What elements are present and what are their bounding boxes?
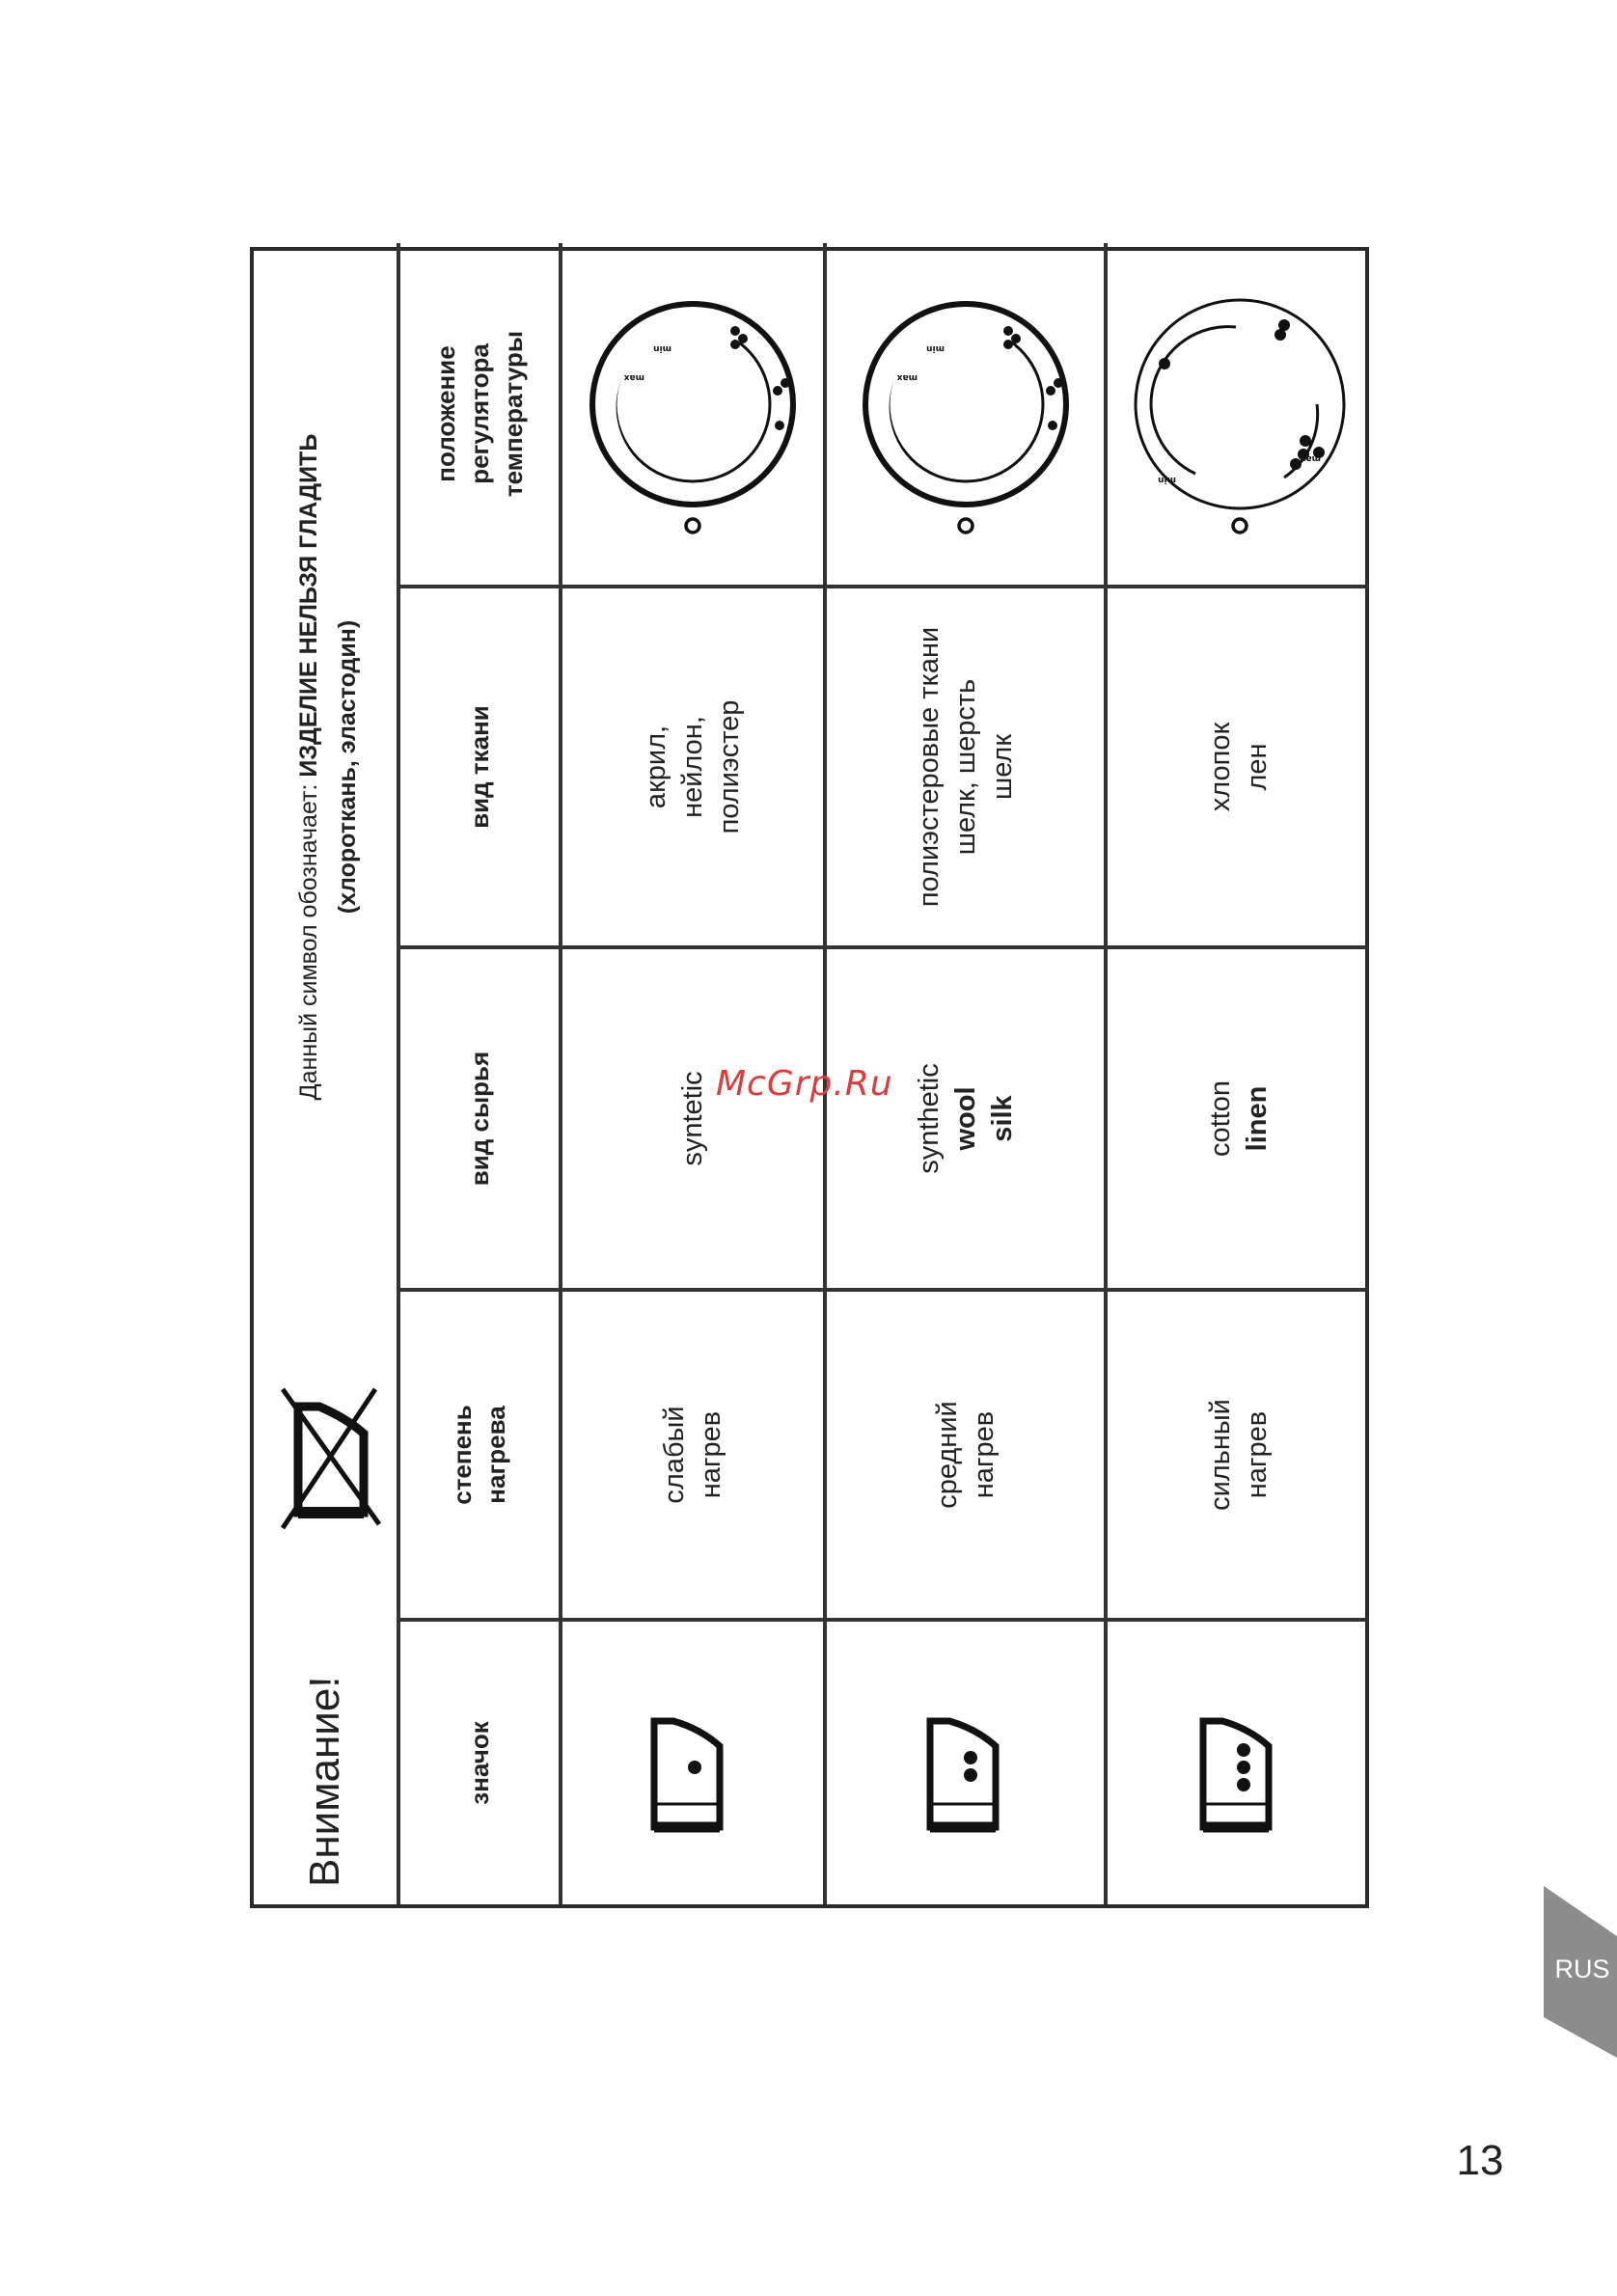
row2-fabric	[827, 588, 1104, 945]
no-ironing-icon	[271, 1380, 387, 1534]
dial-label: min	[926, 343, 945, 353]
temperature-dial-icon	[567, 279, 818, 549]
header-fabric: вид ткани	[464, 705, 494, 829]
row1-material-line: syntetic	[677, 1071, 708, 1166]
notice-text	[261, 247, 395, 1287]
row3-fabric-line: лен	[1241, 743, 1273, 791]
row1-heat: слабый нагрев	[659, 1406, 726, 1504]
temperature-dial-icon	[840, 279, 1091, 549]
iron-two-dots-icon	[922, 1700, 1003, 1835]
row3-material-line: cotton	[1204, 1080, 1236, 1157]
row2-heat: средний нагрев	[931, 1401, 1000, 1509]
notice-line-1	[289, 434, 328, 1101]
dial-label: max	[896, 372, 918, 382]
row3-heat: сильный нагрев	[1204, 1399, 1273, 1511]
language-label: RUS	[1554, 1954, 1610, 1983]
row2-material-line: silk	[986, 1095, 1018, 1142]
header-material: вид сырья	[464, 1051, 494, 1187]
dial-label: min	[1158, 475, 1176, 484]
header-regulator: положение регулятора температуры	[430, 330, 528, 498]
row1-fabric	[562, 588, 823, 945]
dial-label: max	[1300, 453, 1321, 463]
page-number: 13	[1456, 2137, 1504, 2184]
row1-fabric-line: акрил,	[641, 724, 671, 809]
temperature-dial-icon	[1114, 279, 1365, 549]
iron-one-dot-icon	[646, 1700, 727, 1835]
row2-fabric-line: шелк	[986, 733, 1018, 801]
row1-fabric-line: полиэстер	[714, 699, 745, 834]
row3-material-line: linen	[1241, 1085, 1273, 1152]
row3-material	[1108, 949, 1369, 1288]
notice-prefix: Данный символ обозначает:	[295, 777, 322, 1101]
row1-material	[562, 949, 823, 1288]
row3-fabric-line: хлопок	[1204, 722, 1236, 812]
row2-fabric-line: шелк, шерсть	[949, 678, 981, 856]
warning-title: Внимание!	[301, 1676, 348, 1887]
header-heat-level: степень нагрева	[448, 1405, 510, 1505]
notice-emphasis: ИЗДЕЛИЕ НЕЛЬЗЯ ГЛАДИТЬ	[295, 433, 322, 778]
row3-fabric	[1108, 588, 1369, 945]
iron-three-dots-icon	[1195, 1700, 1276, 1835]
row2-material-line: synthetic	[913, 1063, 945, 1174]
notice-line-2: (хлороткань, эластодин)	[334, 619, 361, 915]
row1-fabric-line: нейлон,	[677, 716, 708, 818]
row2-fabric-line: полиэстеровые ткани	[913, 626, 945, 908]
dial-label: max	[623, 372, 644, 382]
dial-label: min	[653, 343, 671, 353]
watermark: McGrp.Ru	[716, 1064, 893, 1104]
row2-material-line: wool	[949, 1086, 981, 1151]
header-icon: значок	[464, 1721, 494, 1805]
row2-material	[827, 949, 1104, 1288]
